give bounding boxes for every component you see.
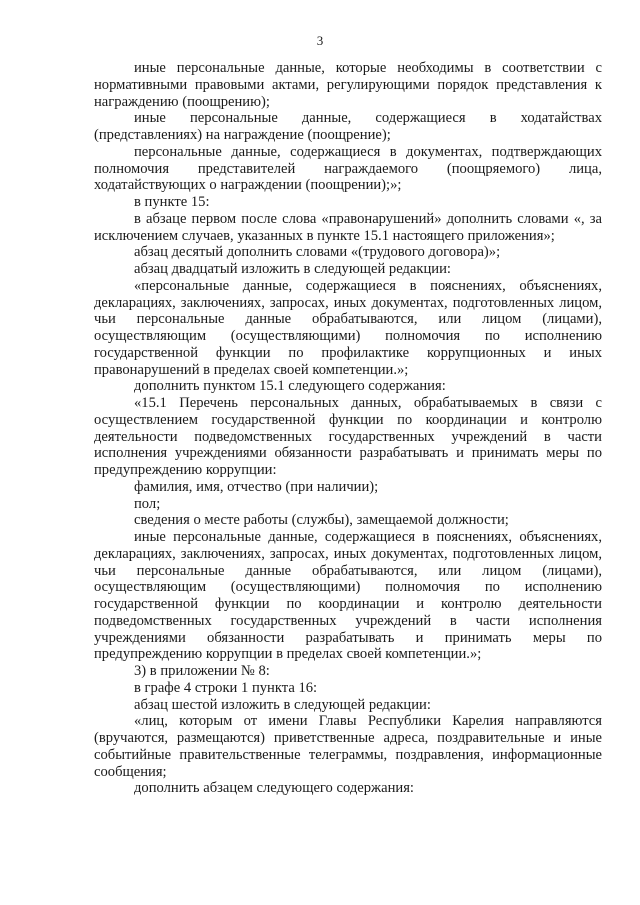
paragraph: в графе 4 строки 1 пункта 16: xyxy=(134,679,318,696)
paragraph: иные персональные данные, которые необходимы в соответствии с нормативными правовыми актами, регулирующими порядок представления к награждению (поощрению); xyxy=(94,60,602,110)
paragraph: персональные данные, содержащиеся в документах, подтверждающих полномочия представителей награждаемого (поощряемого) лица, ходатайствующих о награждении (поощрении);»; xyxy=(94,143,602,194)
paragraph: фамилия, имя, отчество (при наличии); xyxy=(134,478,379,495)
paragraph: иные персональные данные, содержащиеся в ходатайствах (представлениях) на награждение (поощрение); xyxy=(94,110,602,143)
page-number: 3 xyxy=(316,33,324,48)
paragraph: абзац десятый дополнить словами «(трудового договора)»; xyxy=(134,244,501,261)
paragraph: 3) в приложении № 8: xyxy=(134,663,270,679)
paragraph: абзац шестой изложить в следующей редакции: xyxy=(134,696,431,713)
paragraph: «15.1 Перечень персональных данных, обрабатываемых в связи с осуществлением государственной функции по координации и контролю деятельности подведомственных государственных учреждений в части исполнения учреждениями обязанности разрабатывать и принимать меры по предупреждению коррупции: xyxy=(94,395,602,478)
paragraph: пол; xyxy=(134,495,161,512)
paragraph: дополнить абзацем следующего содержания: xyxy=(134,780,414,797)
paragraph: сведения о месте работы (службы), замещаемой должности; xyxy=(134,512,509,529)
paragraph: «персональные данные, содержащиеся в пояснениях, объяснениях, декларациях, заключениях, запросах, иных документах, подготовленных лицом, чьи персональные данные обрабатываются, или лицом (лицами), осуществляющим (осуществляющими) полномочия по исполнению государственной функции по профилактике коррупционных и иных правонарушений в пределах своей компетенции.»; xyxy=(94,277,602,378)
paragraph: иные персональные данные, содержащиеся в пояснениях, объяснениях, декларациях, заключениях, запросах, иных документах, подготовленных лицом, чьи персональные данные обрабатываются, или лицом (лицами), осуществляющим (осуществляющими) полномочия по исполнению государственной функции по координации и контролю деятельности подведомственных государственных учреждений в части исполнения учреждениями обязанности разрабатывать и принимать меры по предупреждению коррупции в пределах своей компетенции.»; xyxy=(94,529,602,663)
paragraph: «лиц, которым от имени Главы Республики Карелия направляются (вручаются, размещаются) приветственные адреса, поздравительные и иные событийные правительственные телеграммы, поздравления, информационные сообщения; xyxy=(94,713,602,780)
paragraph: дополнить пунктом 15.1 следующего содержания: xyxy=(134,378,446,395)
paragraph: в пункте 15: xyxy=(134,194,210,210)
paragraph: абзац двадцатый изложить в следующей редакции: xyxy=(134,261,451,277)
paragraph: в абзаце первом после слова «правонарушений» дополнить словами «, за исключением случаев, указанных в пункте 15.1 настоящего приложения»; xyxy=(94,210,602,244)
document-body xyxy=(94,60,602,797)
